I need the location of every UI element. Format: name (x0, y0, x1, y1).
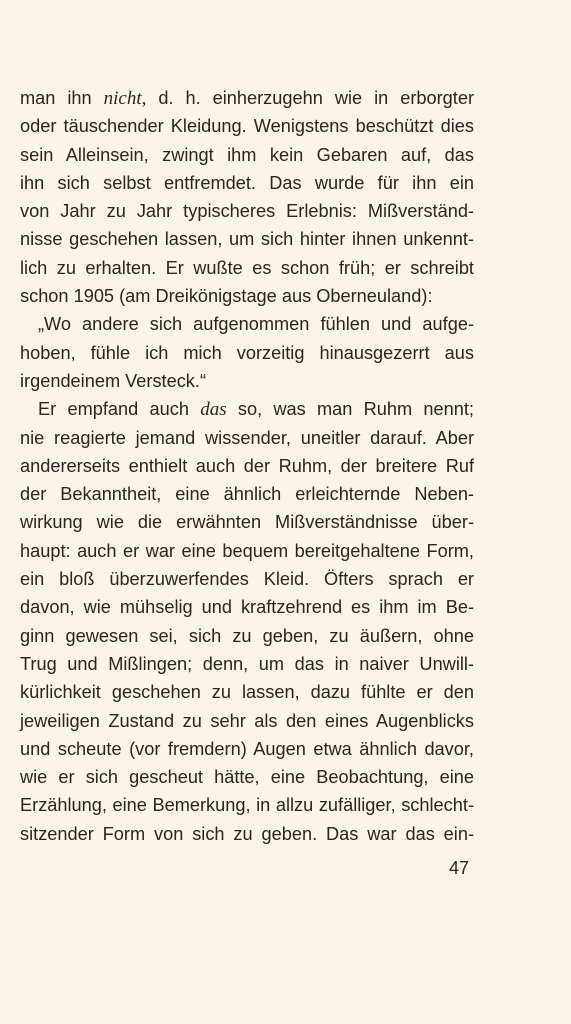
text-line: hoben, fühle ich mich vorzeitig hinausgezerrt aus (20, 342, 474, 363)
text-line: und scheute (vor fremdern) Augen etwa ähnlich davor, (20, 738, 474, 759)
text-line: andererseits enthielt auch der Ruhm, der breitere Ruf (20, 455, 474, 476)
text-line: sitzender Form von sich zu geben. Das war das ein- (20, 823, 474, 844)
body-text (20, 84, 474, 848)
text-line: irgendeinem Versteck.“ (20, 370, 207, 391)
text-line: lich zu erhalten. Er wußte es schon früh; er schreibt (20, 257, 474, 278)
text-line: davon, wie mühselig und kraftzehrend es ihm im Be- (20, 597, 474, 618)
text-line: ginn gewesen sei, sich zu geben, zu äußern, ohne (20, 625, 474, 646)
page-number: 47 (449, 858, 470, 878)
text-line: kürlichkeit geschehen zu lassen, dazu fühlte er den (20, 682, 474, 703)
text-line: „Wo andere sich aufgenommen fühlen und aufge- (38, 314, 474, 335)
text-line: jeweiligen Zustand zu sehr als den eines Augenblicks (20, 710, 474, 731)
text-line: sein Alleinsein, zwingt ihm kein Gebaren auf, das (20, 144, 474, 165)
text-line: der Bekanntheit, eine ähnlich erleichternde Neben- (20, 484, 474, 505)
text-line: oder täuschender Kleidung. Wenigstens beschützt dies (20, 116, 474, 137)
text-line: wirkung wie die erwähnten Mißverständnisse über- (20, 512, 474, 533)
text-line: ein bloß überzuwerfendes Kleid. Öfters sprach er (20, 569, 474, 590)
italic-word: nicht, (103, 88, 147, 109)
text-line: von Jahr zu Jahr typischeres Erlebnis: Mißverständ- (20, 201, 474, 222)
text-line: man ihn nicht, d. h. einherzugehn wie in erborgter (20, 88, 475, 109)
text-line: wie er sich gescheut hätte, eine Beobachtung, eine (20, 767, 474, 788)
text-line: haupt: auch er war eine bequem bereitgehaltene Form, (20, 540, 474, 561)
text-line: Erzählung, eine Bemerkung, in allzu zufälliger, schlecht- (20, 795, 474, 816)
text-line: ihn sich selbst entfremdet. Das wurde für ihn ein (20, 172, 474, 193)
text-line: nie reagierte jemand wissender, uneitler darauf. Aber (20, 427, 474, 448)
text-line: Trug und Mißlingen; denn, um das in naiver Unwill- (20, 653, 474, 674)
italic-word: das (200, 399, 227, 421)
text-line: Er empfand auch das so, was man Ruhm nennt; (38, 399, 474, 421)
text-line: schon 1905 (am Dreikönigstage aus Oberneuland): (20, 286, 433, 307)
text-line: nisse geschehen lassen, um sich hinter ihnen unkennt- (20, 229, 474, 250)
